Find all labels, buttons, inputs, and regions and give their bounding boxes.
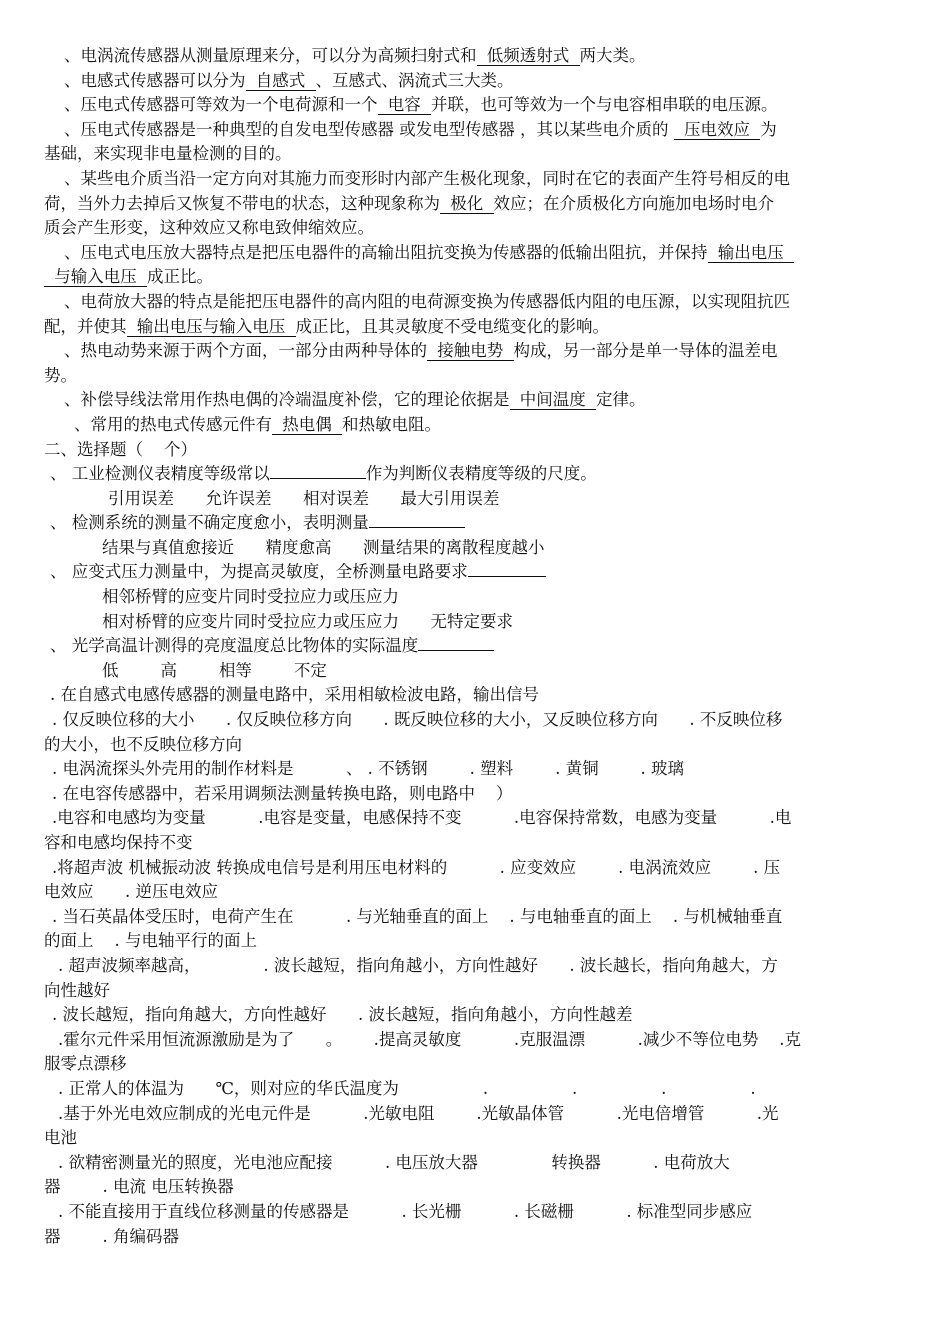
- text-line: [44, 1003, 910, 1028]
- text-line: [44, 315, 910, 340]
- line-text: 成正比，且其灵敏度不受电缆变化的影响。: [295, 316, 609, 336]
- line-text: .电容和电感均为变量 .电容是变量，电感保持不变 .电容保持常数，电感为变量 .电: [52, 808, 792, 828]
- text-line: [44, 856, 910, 881]
- text-line: [44, 241, 910, 266]
- line-text: . 当石英晶体受压时，电荷产生在 . 与光轴垂直的面上 . 与电轴垂直的面上 . 与机械轴垂直: [52, 906, 783, 926]
- line-text: 的大小，也不反映位移方向: [44, 734, 242, 754]
- text-line: [44, 438, 910, 463]
- text-line: [44, 1028, 910, 1053]
- answer-underline: 极化: [442, 193, 492, 213]
- answer-blank: [369, 512, 465, 528]
- text-line: [44, 413, 910, 438]
- text-line: [44, 93, 910, 118]
- text-line: [44, 142, 910, 167]
- text-line: [44, 929, 910, 954]
- line-text: 效应；在介质极化方向施加电场时电介: [493, 193, 774, 213]
- line-text: 二、选择题（ 个）: [44, 439, 197, 459]
- line-text: . 不能直接用于直线位移测量的传感器是 . 长光栅 . 长磁栅 . 标准型同步感应: [58, 1201, 753, 1221]
- answer-underline: 自感式: [247, 70, 314, 90]
- line-text: 、压电式电压放大器特点是把压电器件的高输出阻抗变换为传感器的低输出阻抗，并保持: [64, 242, 708, 262]
- line-text: 定律。: [596, 390, 646, 410]
- line-text: 为: [760, 119, 777, 139]
- line-text: 势。: [44, 365, 77, 385]
- line-text: 、某些电介质当沿一定方向对其施力而变形时内部产生极化现象，同时在它的表面产生符号相反的电: [64, 168, 790, 188]
- line-text: 、电涡流传感器从测量原理来分，可以分为高频扫射式和: [64, 46, 477, 65]
- text-line: [44, 44, 910, 69]
- text-line: [44, 733, 910, 758]
- line-text: .基于外光电效应制成的光电元件是 .光敏电阻 .光敏晶体管 .光电倍增管 .光: [58, 1103, 779, 1123]
- text-line: [44, 265, 910, 290]
- line-text: 、电感式传感器可以分为: [64, 70, 246, 90]
- line-text: 作为判断仪表精度等级的尺度。: [365, 464, 597, 484]
- line-text: . 仅反映位移的大小 . 仅反映位移方向 . 既反映位移的大小，又反映位移方向 . 不反映位移: [52, 710, 783, 730]
- line-text: 、互感式、涡流式三大类。: [315, 70, 514, 90]
- text-line: [44, 69, 910, 94]
- line-text: 、电荷放大器的特点是能把压电器件的高内阻的电荷源变换为传感器低内阻的电压源，以实现阻抗匹: [64, 291, 790, 311]
- text-line: [44, 585, 910, 610]
- line-text: 、压电式传感器可等效为一个电荷源和一个: [64, 95, 378, 115]
- text-line: [44, 683, 910, 708]
- text-line: [44, 388, 910, 413]
- line-text: . 欲精密测量光的照度，光电池应配接 . 电压放大器 转换器 . 电荷放大: [58, 1152, 730, 1172]
- answer-blank: [270, 463, 366, 479]
- line-text: 、压电式传感器是一种典型的自发电型传感器 或发电型传感器 ，其以某些电介质的: [64, 119, 674, 139]
- text-line: [44, 610, 910, 635]
- text-line: [44, 806, 910, 831]
- line-text: 向性越好: [44, 980, 110, 1000]
- line-text: 电效应 . 逆压电效应: [44, 882, 218, 902]
- answer-underline: 热电偶: [274, 414, 340, 434]
- text-line: [44, 167, 910, 192]
- answer-underline: 接触电势: [429, 341, 512, 361]
- text-line: [44, 782, 910, 807]
- answer-underline: 压电效应: [675, 119, 759, 139]
- line-text: . 在自感式电感传感器的测量电路中，采用相敏检波电路，输出信号: [50, 685, 539, 705]
- text-line: [44, 954, 910, 979]
- line-text: 构成，另一部分是单一导体的温差电: [513, 341, 778, 361]
- line-text: 、 应变式压力测量中，为提高灵敏度，全桥测量电路要求: [50, 562, 468, 582]
- line-text: . 在电容传感器中，若采用调频法测量转换电路，则电路中 ）: [52, 783, 513, 803]
- answer-underline: 与输入电压: [46, 267, 145, 287]
- line-text: 器 . 角编码器: [44, 1226, 179, 1246]
- answer-underline: 输出电压: [709, 242, 792, 262]
- line-text: 低 高 相等 不定: [102, 660, 327, 680]
- text-line: [44, 1126, 910, 1151]
- line-text: 配，并使其: [44, 316, 127, 336]
- text-line: [44, 216, 910, 241]
- line-text: 荷，当外力去掉后又恢复不带电的状态，这种现象称为: [44, 193, 440, 213]
- line-text: .将超声波 机械振动波 转换成电信号是利用压电材料的 . 应变效应 . 电涡流效应 . 压: [52, 857, 781, 877]
- answer-underline: 输出电压与输入电压: [128, 316, 294, 336]
- text-line: [44, 757, 910, 782]
- line-text: 并联，也可等效为一个与电容相串联的电压源。: [431, 95, 778, 115]
- text-line: [44, 880, 910, 905]
- answer-blank: [418, 635, 494, 651]
- text-line: [44, 487, 910, 512]
- line-text: .霍尔元件采用恒流源激励是为了 。 .提高灵敏度 .克服温漂 .减少不等位电势 .克: [58, 1029, 802, 1049]
- text-line: [44, 708, 910, 733]
- line-text: 电池: [44, 1128, 77, 1148]
- line-text: 、 工业检测仪表精度等级常以: [50, 464, 270, 484]
- line-text: 器 . 电流 电压转换器: [44, 1177, 234, 1197]
- line-text: 、 检测系统的测量不确定度愈小，表明测量: [50, 513, 369, 533]
- line-text: 和热敏电阻。: [342, 414, 441, 434]
- line-text: . 波长越短，指向角越大，方向性越好 . 波长越短，指向角越小，方向性越差: [52, 1005, 633, 1025]
- text-line: [44, 1077, 910, 1102]
- line-text: 相对桥臂的应变片同时受拉应力或压应力 无特定要求: [102, 611, 513, 631]
- line-text: 容和电感均保持不变: [44, 833, 193, 852]
- text-line: [44, 659, 910, 684]
- answer-underline: 低频透射式: [478, 46, 578, 65]
- text-line: [44, 831, 910, 856]
- line-text: 两大类。: [579, 46, 646, 65]
- text-line: [44, 290, 910, 315]
- text-line: [44, 462, 910, 487]
- text-line: [44, 192, 910, 217]
- text-line: [44, 511, 910, 536]
- line-text: 、 光学高温计测得的亮度温度总比物体的实际温度: [50, 636, 419, 656]
- text-line: [44, 1200, 910, 1225]
- answer-blank: [468, 561, 546, 577]
- line-text: . 超声波频率越高， . 波长越短，指向角越小，方向性越好 . 波长越长，指向角越大，方: [58, 955, 778, 975]
- line-text: 相邻桥臂的应变片同时受拉应力或压应力: [102, 587, 399, 607]
- line-text: . 电涡流探头外壳用的制作材料是 、 . 不锈钢 . 塑料 . 黄铜 . 玻璃: [52, 759, 685, 779]
- line-text: 成正比。: [147, 267, 213, 287]
- text-line: [44, 1225, 910, 1250]
- line-text: 的面上 . 与电轴平行的面上: [44, 931, 257, 951]
- line-text: 质会产生形变，这种效应又称电致伸缩效应。: [44, 218, 374, 238]
- text-line: [44, 118, 910, 143]
- line-text: 服零点漂移: [44, 1054, 127, 1074]
- text-line: [44, 339, 910, 364]
- line-text: 基础，来实现非电量检测的目的。: [44, 144, 292, 164]
- text-line: [44, 364, 910, 389]
- answer-underline: 电容: [379, 95, 429, 115]
- text-line: [44, 634, 910, 659]
- answer-underline: 中间温度: [511, 390, 594, 410]
- document-page: [44, 44, 910, 1249]
- text-line: [44, 905, 910, 930]
- line-text: 、热电动势来源于两个方面，一部分由两种导体的: [64, 341, 427, 361]
- text-line: [44, 979, 910, 1004]
- line-text: 、补偿导线法常用作热电偶的冷端温度补偿，它的理论依据是: [64, 390, 510, 410]
- line-text: 、常用的热电式传感元件有: [74, 414, 272, 434]
- text-line: [44, 536, 910, 561]
- text-line: [44, 1175, 910, 1200]
- text-line: [44, 560, 910, 585]
- text-line: [44, 1052, 910, 1077]
- line-text: 引用误差 允许误差 相对误差 最大引用误差: [108, 488, 500, 508]
- line-text: 结果与真值愈接近 精度愈高 测量结果的离散程度越小: [102, 537, 545, 557]
- text-line: [44, 1102, 910, 1127]
- text-line: [44, 1151, 910, 1176]
- line-text: . 正常人的体温为 ℃，则对应的华氏温度为 . . . .: [58, 1078, 756, 1098]
